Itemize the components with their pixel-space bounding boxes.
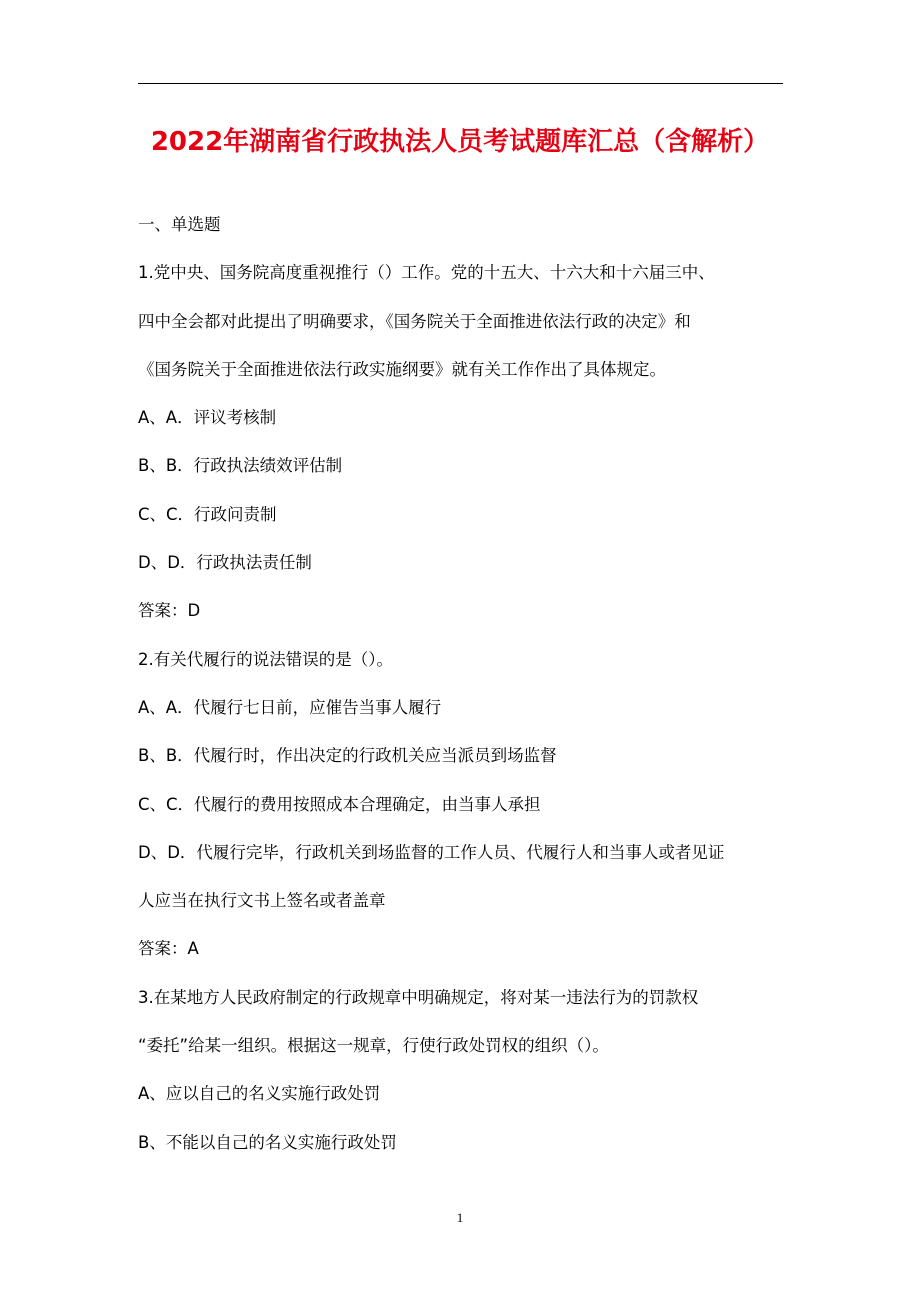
page-number: 1 (456, 1210, 464, 1225)
answer-line: 答案：A (138, 939, 199, 959)
text-line: 《国务院关于全面推进依法行政实施纲要》就有关工作作出了具体规定。 (138, 359, 666, 379)
answer-line: 答案：D (138, 601, 201, 621)
option-line: A、A．评议考核制 (138, 408, 277, 428)
option-line: C、C．行政问责制 (138, 504, 277, 524)
document-body (138, 208, 783, 1174)
option-line: B、不能以自己的名义实施行政处罚 (138, 1132, 397, 1152)
text-line: 2.有关代履行的说法错误的是（）。 (138, 649, 393, 669)
header-rule (138, 83, 783, 84)
option-line: 人应当在执行文书上签名或者盖章 (138, 891, 386, 911)
option-line: A、A．代履行七日前，应催告当事人履行 (138, 697, 442, 717)
text-line: 3.在某地方人民政府制定的行政规章中明确规定，将对某一违法行为的罚款权 (138, 987, 699, 1007)
option-line: D、D．行政执法责任制 (138, 553, 312, 573)
option-line: C、C．代履行的费用按照成本合理确定，由当事人承担 (138, 794, 541, 814)
option-line: B、B．行政执法绩效评估制 (138, 456, 343, 476)
option-line: A、应以自己的名义实施行政处罚 (138, 1084, 381, 1104)
text-line: 四中全会都对此提出了明确要求，《国务院关于全面推进依法行政的决定》和 (138, 311, 691, 331)
document-title: 2022年湖南省行政执法人员考试题库汇总（含解析） (150, 127, 770, 157)
section-heading: 一、单选题 (138, 215, 221, 234)
text-line: 1.党中央、国务院高度重视推行（）工作。党的十五大、十六大和十六届三中、 (138, 263, 715, 283)
option-line: D、D．代履行完毕，行政机关到场监督的工作人员、代履行人和当事人或者见证 (138, 842, 725, 862)
option-line: B、B．代履行时，作出决定的行政机关应当派员到场监督 (138, 746, 557, 766)
text-line: “委托”给某一组织。根据这一规章，行使行政处罚权的组织（）。 (138, 1036, 609, 1056)
